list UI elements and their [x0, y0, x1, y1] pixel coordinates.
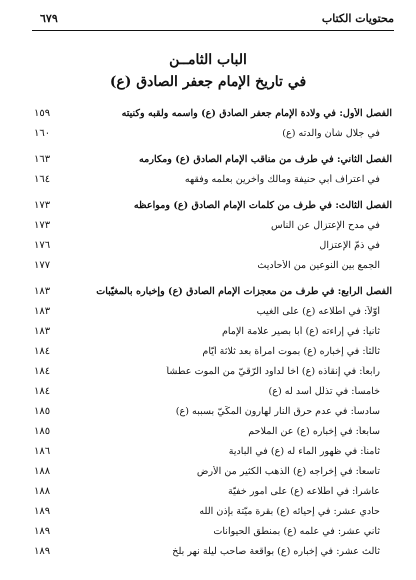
toc-chapter-row	[34, 150, 392, 168]
toc-entry-title: حادي عشر: في إحيائه (ع) بقرة ميّتة بإذن الله	[199, 505, 380, 517]
toc-page-number: ١٧٦	[34, 239, 51, 251]
toc-page-number: ١٧٣	[34, 219, 51, 231]
toc-entry-title: ثاني عشر: في علمه (ع) بمنطق الحيوانات	[213, 525, 380, 537]
toc-item-row	[34, 482, 392, 500]
toc-entry-title: رابعاً: في إنقاذه (ع) أخا لداود الرّقيّ من الموت عطشاً	[166, 365, 380, 377]
toc-page-number: ١٦٣	[34, 153, 51, 165]
toc-item-row	[34, 236, 392, 254]
toc-page-number: ١٨٤	[34, 365, 51, 377]
toc-page-number: ١٨٤	[34, 385, 51, 397]
toc-page-number: ١٨٨	[34, 485, 51, 497]
toc-item-row	[34, 422, 392, 440]
toc-page-number: ١٨٣	[34, 285, 51, 297]
toc-page-number: ١٨٦	[34, 445, 51, 457]
toc-entry-title: الفصل الرابع: في طرف من معجزات الإمام الصادق (ع) وإخباره بالمغيّبات	[96, 285, 392, 297]
toc-item-row	[34, 362, 392, 380]
toc-entry-title: في ذمّ الإعتزال	[319, 239, 380, 251]
toc-page-number: ١٧٣	[34, 199, 51, 211]
toc-entry-title: الفصل الثاني: في طرف من مناقب الإمام الصادق (ع) ومكارمه	[139, 153, 392, 165]
toc-entry-title: سابعاً: في إخباره (ع) عن الملاحم	[248, 425, 380, 437]
toc-page-number: ١٨٩	[34, 505, 51, 517]
toc-page-number: ١٨٣	[34, 325, 51, 337]
toc-item-row	[34, 216, 392, 234]
toc-page-number: ١٨٤	[34, 345, 51, 357]
toc-item-row	[34, 382, 392, 400]
toc-item-row	[34, 302, 392, 320]
toc-item-row	[34, 542, 392, 560]
toc-entry-title: الفصل الأول: في ولادة الإمام جعفر الصادق (ع) واسمه ولقبه وكنيته	[121, 107, 392, 119]
toc-page-number: ١٨٥	[34, 425, 51, 437]
toc-item-row	[34, 402, 392, 420]
toc-item-row	[34, 442, 392, 460]
part-subtitle: في تاريخ الإمام جعفر الصادق (ع)	[109, 74, 307, 90]
toc-chapter-row	[34, 104, 392, 122]
toc-page-number: ١٨٣	[34, 305, 51, 317]
toc-item-row	[34, 502, 392, 520]
toc-chapter-row	[34, 282, 392, 300]
toc-item-row	[34, 256, 392, 274]
toc-entry-title: أوّلاً: في اطّلاعه (ع) على الغيب	[256, 305, 380, 317]
toc-entry-title: ثامناً: في ظهور الماء له (ع) في البادية	[228, 445, 380, 457]
toc-page-number: ١٨٨	[34, 465, 51, 477]
toc-item-row	[34, 342, 392, 360]
toc-page-number: ١٧٧	[34, 259, 51, 271]
toc-page-number: ١٦٠	[34, 127, 51, 139]
page-header	[40, 8, 394, 28]
toc-entry-title: خامساً: في تذلّل أسد له (ع)	[268, 385, 380, 397]
toc-entry-title: في مدح الإعتزال عن الناس	[271, 219, 380, 231]
page-number: ٦٧٩	[40, 11, 58, 25]
toc-entry-title: سادساً: في عدم حرق النار لهارون المكّيّ بسببه (ع)	[175, 405, 380, 417]
toc-entry-title: الفصل الثالث: في طرف من كلمات الإمام الصادق (ع) ومواعظه	[133, 199, 392, 211]
toc-chapter-row	[34, 196, 392, 214]
toc-page-number: ١٨٩	[34, 525, 51, 537]
header-rule	[32, 30, 394, 31]
toc-page-number: ١٨٥	[34, 405, 51, 417]
toc-entry-title: تاسعاً: في إخراجه (ع) الذهب الكثير من الأرض	[196, 465, 380, 477]
toc-item-row	[34, 124, 392, 142]
part-title: الباب الثامــن	[169, 52, 247, 68]
toc-item-row	[34, 522, 392, 540]
toc-entry-title: في اعتراف أبي حنيفة ومالك وآخرين بعلمه وفقهه	[184, 173, 380, 185]
running-title: محتويات الكتاب	[321, 11, 394, 25]
toc-item-row	[34, 462, 392, 480]
toc-entry-title: الجمع بين النوعين من الأحاديث	[257, 259, 380, 271]
toc-entry-title: في جلال شأن والدته (ع)	[282, 127, 380, 139]
toc-entry-title: ثالثاً: في إخباره (ع) بموت امرأة بعد ثلاثة أيّام	[202, 345, 380, 357]
toc-entry-title: ثالث عشر: في إخباره (ع) بواقعة صاحب ليلة نهر بلخ	[172, 545, 380, 557]
toc-page-number: ١٨٩	[34, 545, 51, 557]
toc-item-row	[34, 322, 392, 340]
toc-entry-title: ثانياً: في إراءته (ع) أبا بصير علامة الإمام	[221, 325, 380, 337]
toc-entry-title: عاشراً: في اطّلاعه (ع) على أمور خفيّة	[228, 485, 380, 497]
toc-page-number: ١٥٩	[34, 107, 51, 119]
toc-page-number: ١٦٤	[34, 173, 51, 185]
toc-item-row	[34, 170, 392, 188]
